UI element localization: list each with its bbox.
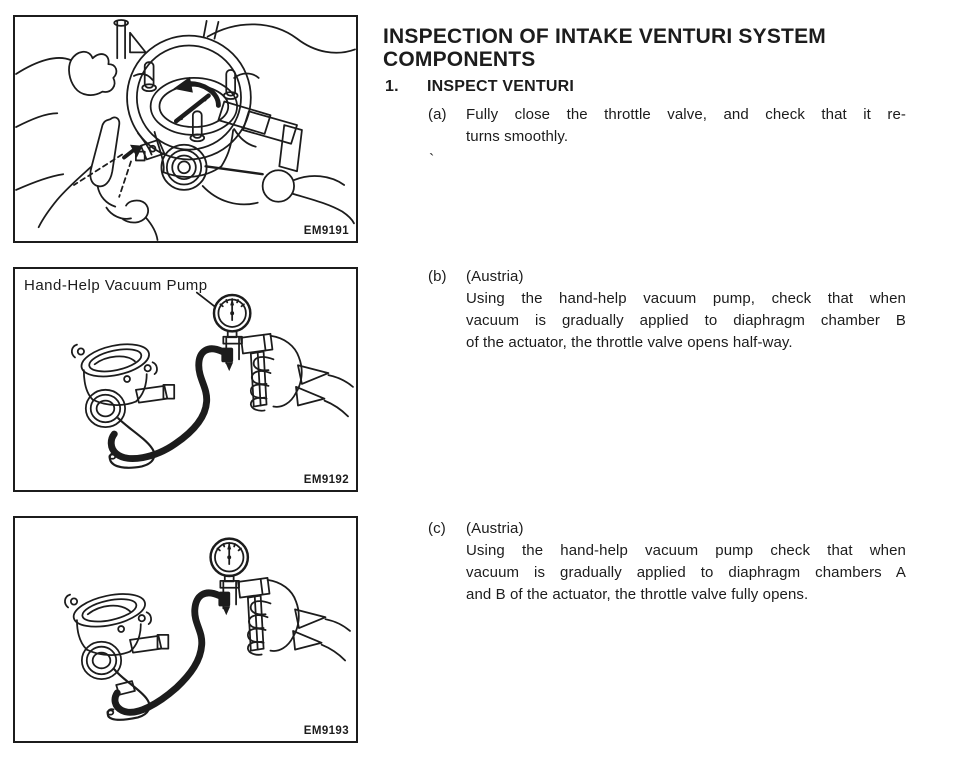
step-b-text (466, 266, 906, 354)
step-b-line: of the actuator, the throttle valve opens half-way. (466, 334, 793, 351)
pointer-arrow (74, 145, 143, 197)
procedure-name: INSPECT VENTURI (427, 78, 575, 95)
step-c-line: (Austria) (466, 520, 524, 537)
figure-caption: Hand-Help Vacuum Pump (24, 277, 208, 294)
step-c (428, 518, 906, 606)
scan-artifact-mark: ` (429, 152, 435, 169)
step-c-label: (c) (428, 520, 446, 537)
step-c-line: vacuum is gradually applied to diaphragm chambers A (466, 564, 906, 581)
page-title-line-1: INSPECTION OF INTAKE VENTURI SYSTEM (383, 25, 826, 49)
caption-leader-line (197, 293, 215, 307)
figure-vacuum-pump-chamber-b (13, 267, 358, 492)
step-b-line: Using the hand-help vacuum pump, check that when (466, 290, 906, 307)
pointing-hand (16, 117, 157, 240)
step-a (428, 104, 906, 148)
throttle-valve-illustration (15, 17, 356, 241)
step-c-text (466, 518, 906, 606)
vacuum-gauge (214, 295, 250, 337)
step-c-line: and B of the actuator, the throttle valve fully opens. (466, 586, 809, 603)
vacuum-pump-illustration (15, 269, 356, 490)
step-b (428, 266, 906, 354)
page-title-line-2: COMPONENTS (383, 48, 536, 72)
page-title (383, 25, 943, 71)
step-a-line: Fully close the throttle valve, and check that it re- (466, 106, 906, 123)
step-a-label: (a) (428, 106, 447, 123)
figure-code: EM9192 (303, 474, 349, 486)
vacuum-pump-illustration (15, 518, 356, 741)
step-c-line: Using the hand-help vacuum pump check that when (466, 542, 906, 559)
figure-code: EM9191 (303, 225, 349, 237)
vacuum-gauge (211, 539, 248, 582)
procedure-number: 1. (385, 78, 399, 95)
figure-code: EM9193 (303, 725, 349, 737)
step-a-line: turns smoothly. (466, 128, 569, 145)
step-b-line: (Austria) (466, 268, 524, 285)
step-b-label: (b) (428, 268, 447, 285)
procedure-heading (385, 78, 574, 96)
figure-vacuum-pump-chambers-a-b (13, 516, 358, 743)
figure-throttle-valve-check (13, 15, 358, 243)
step-b-line: vacuum is gradually applied to diaphragm chamber B (466, 312, 906, 329)
throttle-body (72, 339, 174, 468)
step-a-text (466, 104, 906, 148)
linkage-parts (203, 101, 354, 223)
